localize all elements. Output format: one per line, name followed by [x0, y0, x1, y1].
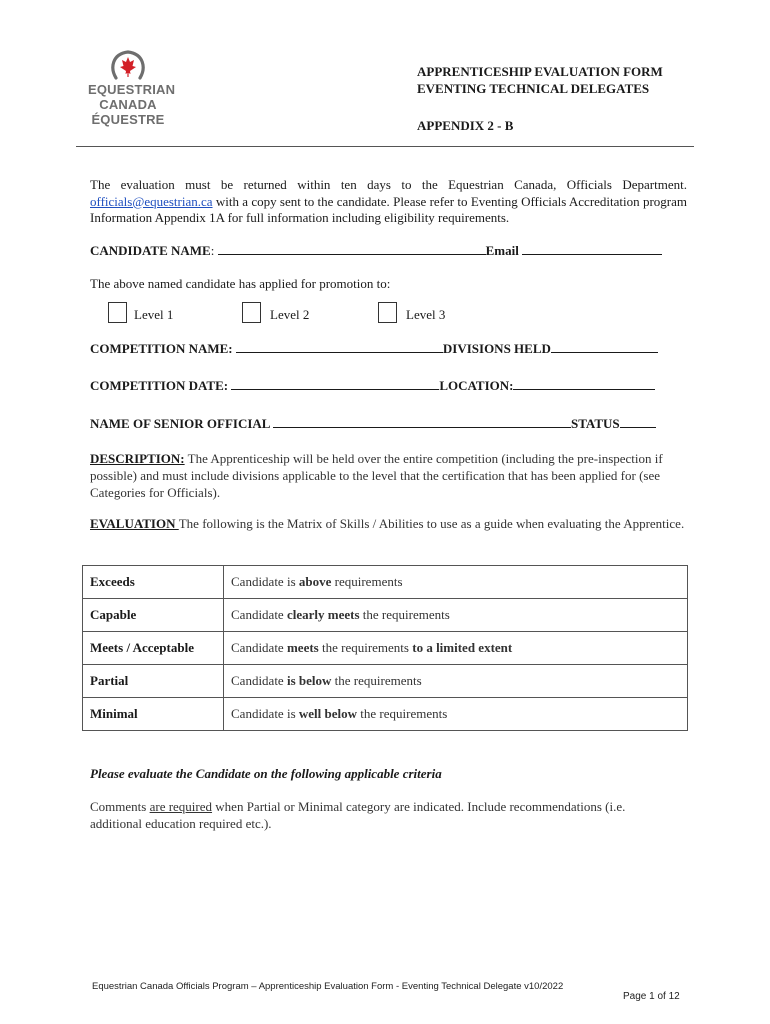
competition-date-label: COMPETITION DATE:: [90, 378, 229, 393]
matrix-desc: [224, 698, 688, 731]
equestrian-canada-logo: [88, 48, 176, 127]
senior-official-field[interactable]: [273, 416, 571, 428]
matrix-desc-text: Candidate is: [231, 706, 299, 721]
level-3-label: Level 3: [406, 307, 446, 322]
level-1-checkbox[interactable]: [108, 302, 127, 323]
competition-name-label: COMPETITION NAME:: [90, 341, 233, 356]
page-number: Page 1 of 12: [623, 991, 680, 1002]
level-2-label: Level 2: [270, 307, 310, 322]
matrix-desc-text: the requirements: [318, 640, 413, 655]
intro-paragraph: [90, 177, 687, 227]
table-row: [83, 632, 688, 665]
email-label: Email: [485, 243, 519, 258]
competition-date-field[interactable]: [231, 378, 439, 390]
comments-text: when Partial or Minimal category are indicated. Include recommendations (i.e. additional education required etc.).: [90, 799, 626, 831]
matrix-key: Meets / Acceptable: [83, 632, 224, 665]
logo-line-2: CANADA: [99, 97, 157, 112]
matrix-desc: [224, 665, 688, 698]
status-field[interactable]: [620, 416, 656, 428]
matrix-desc-text: the requirements: [357, 706, 448, 721]
table-row: [83, 599, 688, 632]
table-row: [83, 566, 688, 599]
matrix-desc: [224, 599, 688, 632]
matrix-key: Minimal: [83, 698, 224, 731]
candidate-colon: :: [210, 243, 215, 258]
matrix-key: Exceeds: [83, 566, 224, 599]
matrix-desc-bold: above: [298, 574, 332, 589]
competition-name-field[interactable]: [236, 341, 443, 353]
form-subtitle: EVENTING TECHNICAL DELEGATES: [417, 81, 650, 96]
matrix-key: Capable: [83, 599, 224, 632]
table-row: [83, 665, 688, 698]
matrix-desc-text: requirements: [331, 574, 403, 589]
form-header: [417, 63, 663, 134]
matrix-desc: [224, 566, 688, 599]
evaluation-label: EVALUATION: [90, 516, 179, 531]
matrix-desc-text: the requirements: [359, 607, 450, 622]
skills-matrix-table: [82, 565, 688, 731]
matrix-desc-text: Candidate: [231, 607, 287, 622]
evaluate-instruction: Please evaluate the Candidate on the following applicable criteria: [90, 766, 442, 781]
matrix-desc-text: the requirements: [331, 673, 422, 688]
footer-text: Equestrian Canada Officials Program – Apprenticeship Evaluation Form - Eventing Technical Delegate v10/2022: [92, 981, 564, 992]
description-label: DESCRIPTION:: [90, 451, 185, 466]
level-2-checkbox[interactable]: [242, 302, 261, 323]
matrix-desc-bold: clearly meets: [286, 607, 360, 622]
matrix-desc: [224, 632, 688, 665]
logo-line-3: ÉQUESTRE: [91, 112, 165, 127]
divisions-held-field[interactable]: [551, 341, 658, 353]
senior-official-row: [90, 416, 656, 432]
matrix-desc-text: Candidate is: [231, 574, 299, 589]
location-field[interactable]: [513, 378, 655, 390]
email-field[interactable]: [522, 243, 662, 255]
level-3-checkbox[interactable]: [378, 302, 397, 323]
intro-text-1: The evaluation must be returned within ten days to the Equestrian Canada, Officials Department.: [90, 177, 687, 192]
applied-text: The above named candidate has applied for promotion to:: [90, 276, 391, 291]
evaluation-text: The following is the Matrix of Skills / Abilities to use as a guide when evaluating the Apprentice.: [178, 516, 685, 531]
form-title: APPRENTICESHIP EVALUATION FORM: [417, 64, 663, 79]
matrix-desc-text: Candidate: [231, 673, 287, 688]
candidate-row: [90, 243, 662, 259]
senior-official-label: NAME OF SENIOR OFFICIAL: [90, 416, 270, 431]
maple-leaf-horseshoe-icon: [108, 48, 148, 82]
comments-required: are required: [149, 799, 213, 814]
candidate-name-label: CANDIDATE NAME: [90, 243, 211, 258]
matrix-desc-bold: is below: [286, 673, 332, 688]
candidate-name-field[interactable]: [218, 243, 486, 255]
comments-paragraph: [90, 798, 680, 832]
matrix-desc-text: Candidate: [231, 640, 287, 655]
divisions-held-label: DIVISIONS HELD: [442, 341, 551, 356]
description-text: The Apprenticeship will be held over the entire competition (including the pre-inspection if possible) and must include divisions applicable to the level that the certification that has been applied for (see Categories for Officials).: [90, 451, 663, 500]
appendix-label: APPENDIX 2 - B: [417, 118, 514, 133]
table-row: [83, 698, 688, 731]
competition-name-row: [90, 341, 658, 357]
header-divider: [76, 146, 694, 147]
matrix-key: Partial: [83, 665, 224, 698]
matrix-desc-bold: meets: [286, 640, 319, 655]
competition-date-row: [90, 378, 655, 394]
location-label: LOCATION:: [439, 378, 514, 393]
matrix-desc-bold: well below: [298, 706, 358, 721]
description-paragraph: [90, 450, 687, 501]
level-1-label: Level 1: [134, 307, 174, 322]
logo-line-1: EQUESTRIAN: [88, 82, 176, 97]
comments-text: Comments: [90, 799, 150, 814]
status-label: STATUS: [570, 416, 620, 431]
matrix-desc-bold: to a limited extent: [412, 640, 513, 655]
intro-text-2: with a copy sent to the candidate. Please refer to Eventing Officials Accreditation program Information Appendix 1A for full information including eligibility requirements.: [90, 193, 687, 225]
officials-email-link[interactable]: officials@equestrian.ca: [90, 193, 213, 209]
evaluation-paragraph: [90, 515, 687, 532]
